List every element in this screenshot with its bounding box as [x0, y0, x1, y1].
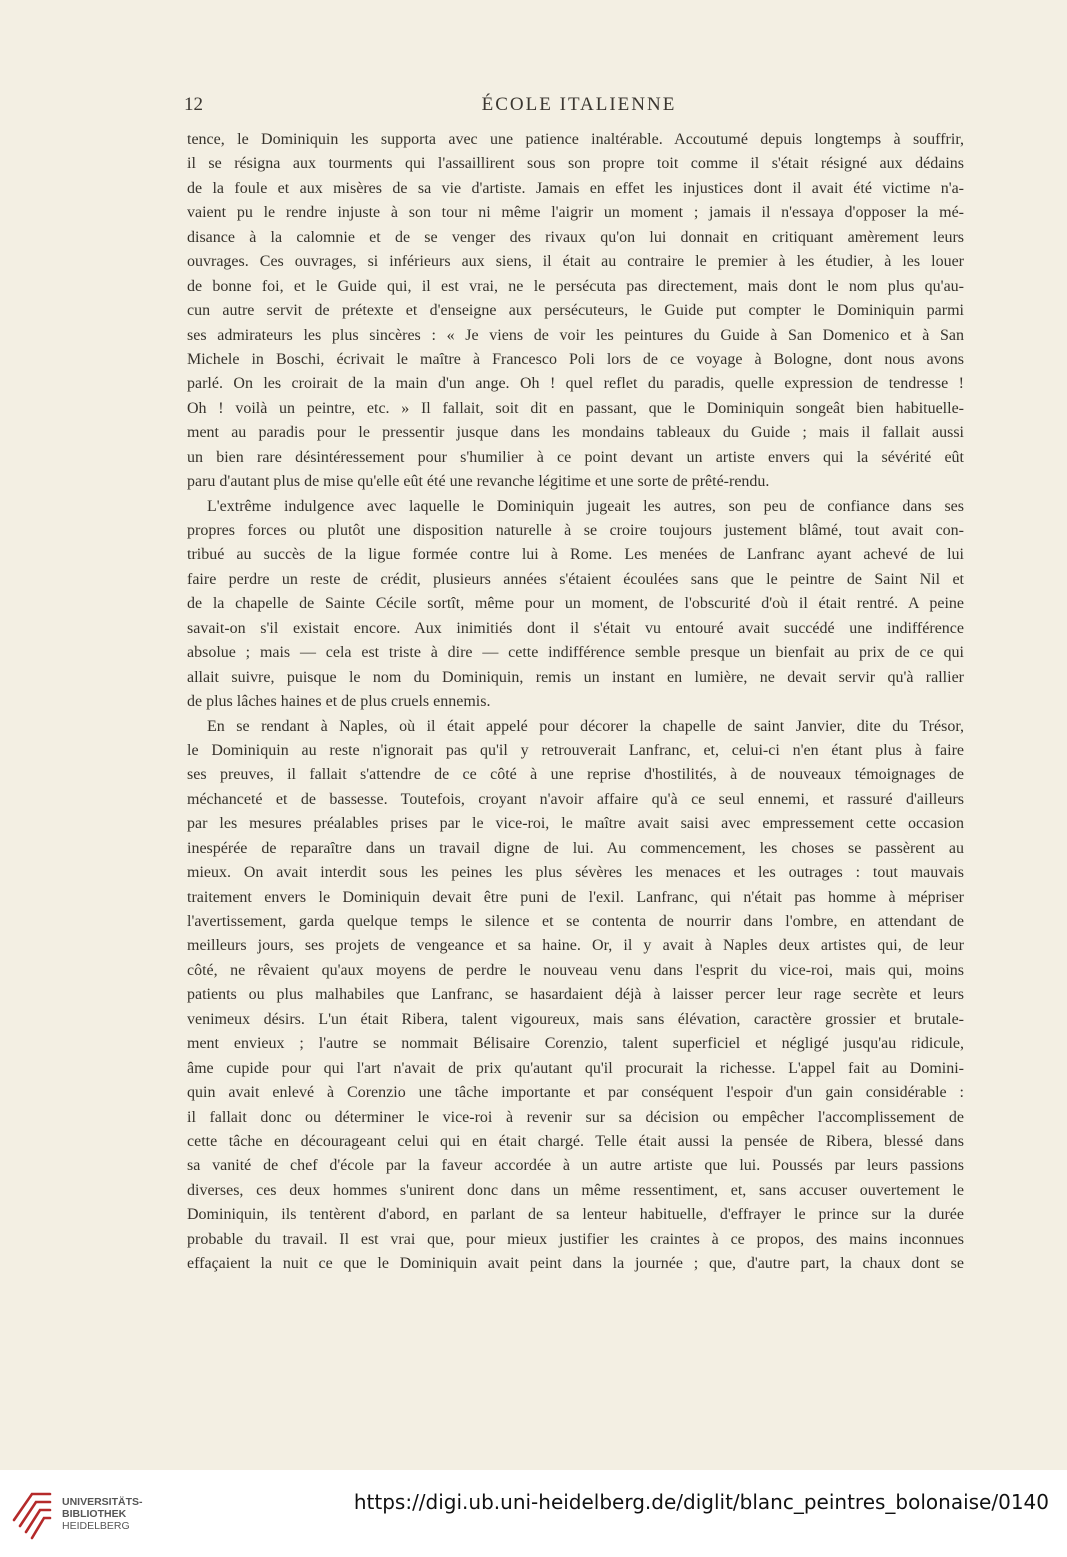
page-header [184, 94, 974, 118]
text-line: Oh ! voilà un peintre, etc. » Il fallait, soit dit en passant, que le Dominiquin songeât bien habituelle- [187, 399, 964, 417]
text-line: inespérée de reparaître dans un travail digne de lui. Au commencement, les choses se passèrent au [187, 839, 964, 857]
text-line: de bonne foi, et le Guide qui, il est vrai, ne le persécuta pas directement, mais dont le nom plus qu'au- [187, 277, 964, 295]
library-name-line: BIBLIOTHEK [62, 1508, 127, 1520]
text-line: de plus lâches haines et de plus cruels ennemis. [187, 693, 491, 711]
text-line: probable du travail. Il est vrai que, pour mieux justifier les craintes à ce propos, des mains inconnues [187, 1230, 964, 1248]
text-line: de la foule et aux misères de sa vie d'artiste. Jamais en effet les injustices dont il avait été victime n'a- [187, 179, 964, 197]
body-text [187, 128, 964, 1277]
text-line: ment envieux ; l'autre se nommait Bélisaire Corenzio, talent superficiel et négligé jusqu'au ridicule, [187, 1035, 964, 1053]
running-title: ÉCOLE ITALIENNE [481, 94, 677, 115]
text-line: ouvrages. Ces ouvrages, si inférieurs aux siens, il était au contraire le premier à les étudier, à les louer [187, 253, 964, 271]
university-library-logo-icon [10, 1486, 56, 1542]
text-line: paru d'autant plus de mise qu'elle eût été une revanche légitime et une sorte de prêté-rendu. [187, 473, 770, 491]
text-line: venimeux désirs. L'un était Ribera, talent vigoureux, mais sans élévation, caractère grossier et brutale- [187, 1010, 964, 1028]
text-line: tence, le Dominiquin les supporta avec une patience inaltérable. Accoutumé depuis longtemps à souffrir, [187, 131, 964, 148]
text-line: vaient pu le rendre injuste à son tour ni même l'aigrir un moment ; jamais il n'essaya d'opposer la mé- [187, 204, 964, 222]
text-line: ment au paradis pour le pressentir jusque dans les mondains tableaux du Guide ; mais il fallait aussi [187, 424, 964, 442]
text-line: traitement envers le Dominiquin devait être puni de l'exil. Lanfranc, qui n'était pas homme à mépriser [187, 888, 964, 906]
text-line: quin avait enlevé à Corenzio une tâche importante et par conséquent l'espoir d'un gain considérable : [187, 1084, 964, 1102]
page-number: 12 [184, 94, 203, 115]
text-line: Dominiquin, ils tentèrent d'abord, en parlant de sa lenteur habituelle, d'effrayer le prince sur la durée [187, 1206, 964, 1224]
text-line: effaçaient la nuit ce que le Dominiquin avait peint dans la journée ; que, d'autre part, la chaux dont se [187, 1255, 964, 1273]
text-line: ses admirateurs les plus sincères : « Je viens de voir les peintures du Guide à San Domenico et à San [187, 326, 964, 344]
text-line: le Dominiquin au reste n'ignorait pas qu'il y retrouverait Lanfranc, et, celui-ci n'en étant plus à faire [187, 741, 964, 759]
text-line: par les mesures préalables prises par le vice-roi, le maître avait saisi avec empressement cette occasion [187, 815, 964, 833]
text-line: faire perdre un reste de crédit, plusieurs années s'étaient écoulées sans que le peintre de Saint Nil et [187, 570, 964, 588]
text-line: côté, ne rêvaient qu'aux moyens de perdre le nouveau venu dans l'esprit du vice-roi, mais qui, moins [187, 961, 964, 979]
text-line: il fallait donc ou déterminer le vice-roi à revenir sur sa décision ou empêcher l'accomplissement de [187, 1108, 964, 1126]
text-line: ses preuves, il fallait s'attendre de ce côté à une reprise d'hostilités, à de nouveaux témoignages de [187, 766, 964, 784]
text-line: cette tâche en décourageant celui qui en était chargé. Telle était aussi la pensée de Ribera, blessé dans [187, 1132, 964, 1150]
library-name-line: UNIVERSITÄTS- [62, 1496, 143, 1508]
text-line: méchanceté et de bassesse. Toutefois, croyant n'avoir affaire qu'à ce seul ennemi, et rassuré d'ailleurs [187, 790, 964, 808]
library-name-line: HEIDELBERG [62, 1520, 130, 1532]
text-line: savait-on s'il existait encore. Aux inimitiés dont il s'était vu entouré avait succédé une indifférence [187, 619, 964, 637]
text-line: L'extrême indulgence avec laquelle le Dominiquin jugeait les autres, son peu de confiance dans ses [207, 497, 964, 515]
text-line: patients ou plus malhabiles que Lanfranc, se hasardaient déjà à laisser percer leur rage secrète et leurs [187, 986, 964, 1004]
text-line: allait suivre, puisque le nom du Dominiquin, remis un instant en lumière, ne devait servir qu'à rallier [187, 668, 964, 686]
text-line: l'avertissement, garda quelque temps le silence et se contenta de nourrir dans l'ombre, en attendant de [187, 913, 964, 930]
text-line: âme cupide pour qui l'art n'avait de prix qu'autant qu'il procurait la richesse. L'appel fait au Domini- [187, 1059, 964, 1077]
text-line: tribué au succès de la ligue formée contre lui à Rome. Les menées de Lanfranc ayant achevé de lui [187, 546, 964, 564]
text-line: de la chapelle de Sainte Cécile sortît, même pour un moment, de l'obscurité d'où il était rentré. A peine [187, 595, 964, 613]
text-line: sa vanité de chef d'école par la faveur accordée à un autre artiste que lui. Poussés par leurs passions [187, 1157, 964, 1175]
library-name [62, 1496, 143, 1532]
text-line: En se rendant à Naples, où il était appelé pour décorer la chapelle de saint Janvier, dite du Trésor, [207, 717, 964, 735]
text-line: parlé. On les croirait de la main d'un ange. Oh ! quel reflet du paradis, quelle expression de tendresse ! [187, 375, 964, 393]
text-line: Michele in Boschi, écrivait le maître à Francesco Poli lors de ce voyage à Bologne, dont nous avons [187, 350, 964, 368]
text-line: mieux. On avait interdit sous les peines les plus sévères les menaces et les outrages : tout mauvais [187, 864, 964, 882]
text-line: diverses, ces deux hommes s'unirent donc dans un même ressentiment, et, sans accuser ouvertement le [187, 1181, 964, 1199]
text-line: cun autre servit de prétexte et d'enseigne aux persécuteurs, le Guide put compter le Dominiquin parmi [187, 302, 964, 320]
text-line: propres forces ou plutôt une disposition naturelle à se croire toujours justement blâmé, tout avait con- [187, 522, 964, 539]
text-line: absolue ; mais — cela est triste à dire — cette indifférence semble presque un bienfait au prix de ce qui [187, 644, 964, 662]
text-line: un bien rare désintéressement pour s'humilier à ce point devant un artiste envers qui la sévérité eût [187, 448, 964, 466]
text-line: meilleurs jours, ses projets de vengeance et sa haine. Or, il y avait à Naples deux artistes qui, de leur [187, 937, 964, 955]
footer [0, 1470, 1067, 1557]
text-line: il se résigna aux tourments qui l'assaillirent sous son propre toit comme il s'était résigné aux dédains [187, 155, 964, 173]
source-url-link[interactable]: https://digi.ub.uni-heidelberg.de/diglit/blanc_peintres_bolonaise/0140 [353, 1490, 1049, 1514]
text-line: disance à la calomnie et de se venger des rivaux qu'on lui donnait en critiquant amèrement leurs [187, 228, 964, 246]
